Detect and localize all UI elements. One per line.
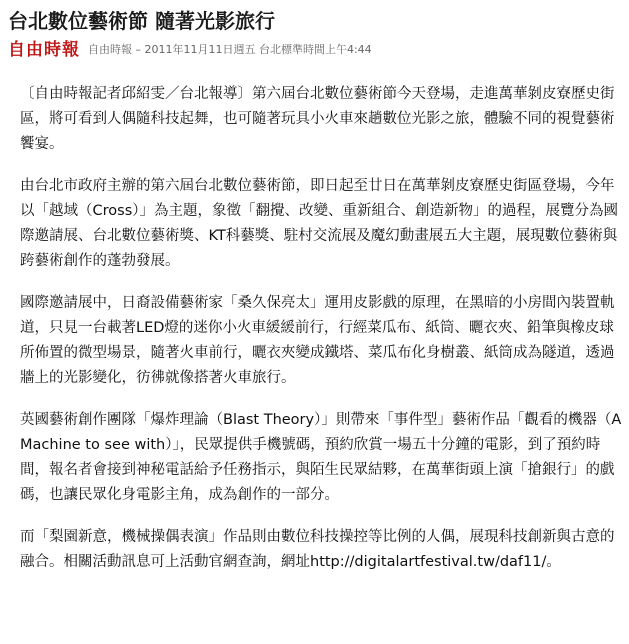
paragraph-3: 國際邀請展中，日裔設備藝術家「桑久保亮太」運用皮影戲的原理，在黑暗的小房間內裝置軌道，只見一台載著LED燈的迷你小火車緩緩前行，行經菜瓜布、紙筒、曬衣夾、鉛筆與橡皮球所佈置的微型場景，隨著火車前行，曬衣夾變成鐵塔、菜瓜布化身樹叢、紙筒成為隧道，透過牆上的光影變化，彷彿就像搭著火車旅行。 — [20, 295, 615, 386]
paragraph-5 — [20, 525, 627, 575]
paragraph-5-text: 而「梨園新意，機械操偶表演」作品則由數位科技操控等比例的人偶，展現科技創新與古意的融合。相關活動訊息可上活動官網查詢，網址 — [20, 529, 615, 570]
paragraph-4: 英國藝術創作團隊「爆炸理論（Blast Theory）」則帶來「事件型」藝術作品「觀看的機器（A Machine to see with）」，民眾提供手機號碼，預約欣賞一場五十分鐘的電影，到了預約時間，報名者會接到神秘電話給予任務指示，與陌生民眾結夥，在萬華街頭上演「搶銀行」的戲碼，也讓民眾化身電影主角，成為創作的一部分。 — [20, 412, 622, 503]
liberty-times-logo[interactable]: 自由時報 — [8, 40, 80, 60]
paragraph-1: 〔自由時報記者邱紹雯／台北報導〕第六屆台北數位藝術節今天登場，走進萬華剝皮寮歷史街區，將可看到人偶隨科技起舞，也可隨著玩具小火車來趟數位光影之旅，體驗不同的視覺藝術饗宴。 — [20, 86, 615, 152]
article — [8, 0, 623, 62]
paragraph-2: 由台北市政府主辦的第六屆台北數位藝術節，即日起至廿日在萬華剝皮寮歷史街區登場，今年以「越域（Cross）」為主題，象徵「翻攪、改變、重新組合、創造新物」的過程，展覽分為國際邀請展、台北數位藝術獎、KT科藝獎、駐村交流展及魔幻動畫展五大主題，展現數位藝術與跨藝術創作的蓬勃發展。 — [20, 178, 618, 269]
source-meta-row — [8, 38, 623, 62]
paragraph-5-end: 。 — [546, 554, 561, 570]
article-headline: 台北數位藝術節 隨著光影旅行 — [8, 9, 275, 33]
festival-website-link[interactable]: http://digitalartfestival.tw/daf11/ — [310, 554, 547, 570]
publication-meta: 自由時報 – 2011年11月11日週五 台北標準時間上午4:44 — [88, 43, 372, 56]
article-body — [20, 82, 627, 592]
